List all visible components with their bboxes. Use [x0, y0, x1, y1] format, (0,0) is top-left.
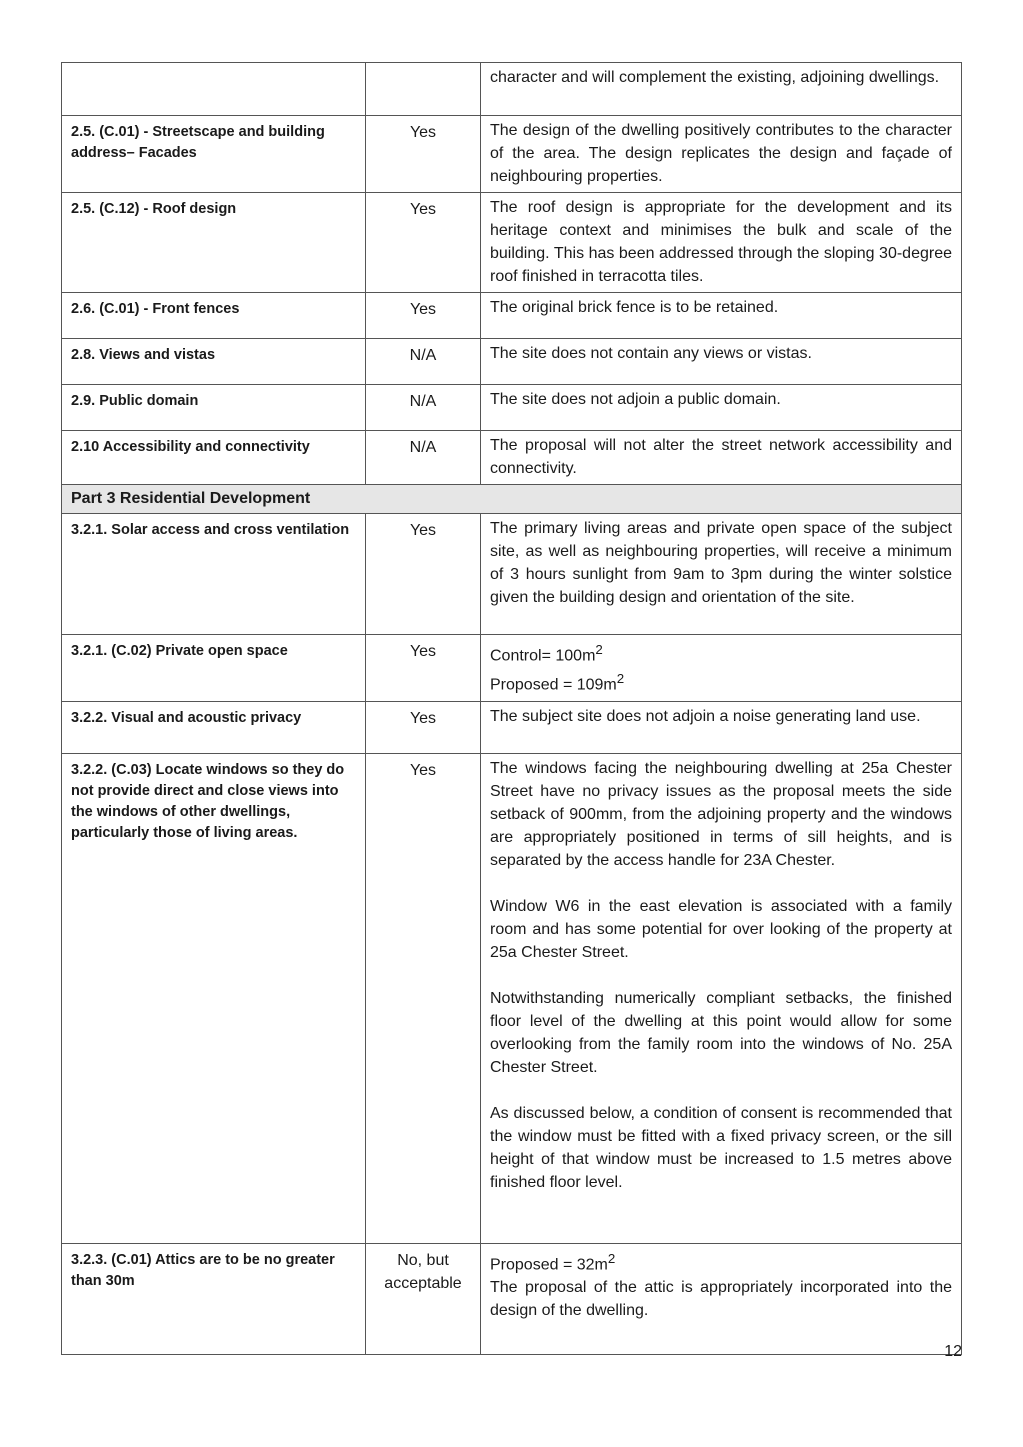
superscript: 2 [607, 1250, 616, 1266]
compliance-cell: Yes [366, 635, 481, 702]
compliance-cell: Yes [366, 193, 481, 293]
comment-cell: The site does not contain any views or vistas. [481, 339, 962, 385]
table-row [62, 1243, 962, 1354]
criterion-cell: 2.5. (C.01) - Streetscape and building address– Facades [62, 116, 366, 193]
table-row [62, 293, 962, 339]
comment-paragraph: The windows facing the neighbouring dwelling at 25a Chester Street have no privacy issues as the proposal meets the side setback of 900mm, from the adjoining property and the windows are appropriately positioned in terms of sill heights, and is separated by the access handle for 23A Chester. [490, 759, 952, 869]
assessment-table [61, 62, 962, 1355]
comment-cell [481, 753, 962, 1243]
criterion-cell: 3.2.1. Solar access and cross ventilation [62, 514, 366, 635]
comment-cell: The site does not adjoin a public domain. [481, 385, 962, 431]
proposed-text: Proposed = 32m [490, 1255, 608, 1273]
table-row [62, 116, 962, 193]
comment-paragraph: As discussed below, a condition of consent is recommended that the window must be fitted with a fixed privacy screen, or the sill height of that window must be increased to 1.5 metres above finished floor level. [490, 1104, 952, 1191]
comment-paragraph: Notwithstanding numerically compliant setbacks, the finished floor level of the dwelling at this point would allow for some overlooking from the family room into the windows of No. 25A Chester Street. [490, 989, 952, 1076]
comment-cell: The design of the dwelling positively contributes to the character of the area. The design replicates the design and façade of neighbouring properties. [481, 116, 962, 193]
comment-cell: The proposal will not alter the street network accessibility and connectivity. [481, 431, 962, 485]
comment-cell [481, 635, 962, 702]
compliance-cell: N/A [366, 431, 481, 485]
criterion-cell: 2.9. Public domain [62, 385, 366, 431]
comment-cell: The roof design is appropriate for the development and its heritage context and minimises the bulk and scale of the building. This has been addressed through the sloping 30-degree roof finished in terracotta tiles. [481, 193, 962, 293]
table-row [62, 753, 962, 1243]
proposed-text: Proposed = 109m [490, 676, 617, 694]
superscript: 2 [595, 642, 603, 657]
comment-cell: The primary living areas and private open space of the subject site, as well as neighbouring properties, will receive a minimum of 3 hours sunlight from 9am to 3pm during the winter solstice given the building design and orientation of the site. [481, 514, 962, 635]
proposed-line [490, 667, 952, 696]
table-row [62, 63, 962, 116]
criterion-cell: 2.10 Accessibility and connectivity [62, 431, 366, 485]
section-heading: Part 3 Residential Development [62, 485, 962, 514]
comment-paragraph: Window W6 in the east elevation is associated with a family room and has some potential for over looking of the property at 25a Chester Street. [490, 897, 952, 961]
criterion-cell: 3.2.3. (C.01) Attics are to be no greater than 30m [62, 1243, 366, 1354]
compliance-cell: N/A [366, 339, 481, 385]
table-row [62, 193, 962, 293]
comment-cell: character and will complement the existing, adjoining dwellings. [481, 63, 962, 116]
criterion-cell: 3.2.2. (C.03) Locate windows so they do not provide direct and close views into the windows of other dwellings, particularly those of living areas. [62, 753, 366, 1243]
criterion-cell: 3.2.1. (C.02) Private open space [62, 635, 366, 702]
compliance-cell: Yes [366, 514, 481, 635]
compliance-cell: N/A [366, 385, 481, 431]
comment-cell: The subject site does not adjoin a noise generating land use. [481, 701, 962, 753]
criterion-cell: 3.2.2. Visual and acoustic privacy [62, 701, 366, 753]
control-line [490, 638, 952, 667]
superscript: 2 [616, 671, 625, 687]
compliance-cell: Yes [366, 701, 481, 753]
compliance-cell [366, 63, 481, 116]
table-row [62, 635, 962, 702]
criterion-cell [62, 63, 366, 116]
control-text: Control= 100m [490, 647, 596, 665]
compliance-cell: Yes [366, 293, 481, 339]
section-row [62, 485, 962, 514]
criterion-cell: 2.8. Views and vistas [62, 339, 366, 385]
table-row [62, 514, 962, 635]
table-row [62, 339, 962, 385]
compliance-cell: No, but acceptable [366, 1243, 481, 1354]
criterion-cell: 2.6. (C.01) - Front fences [62, 293, 366, 339]
proposed-line [490, 1247, 952, 1276]
comment-cell: The original brick fence is to be retained. [481, 293, 962, 339]
compliance-cell: Yes [366, 116, 481, 193]
criterion-cell: 2.5. (C.12) - Roof design [62, 193, 366, 293]
page-number: 12 [944, 1343, 962, 1360]
table-row [62, 385, 962, 431]
compliance-cell: Yes [366, 753, 481, 1243]
comment-text: The proposal of the attic is appropriately incorporated into the design of the dwelling. [490, 1278, 952, 1319]
table-row [62, 701, 962, 753]
comment-cell [481, 1243, 962, 1354]
table-row [62, 431, 962, 485]
